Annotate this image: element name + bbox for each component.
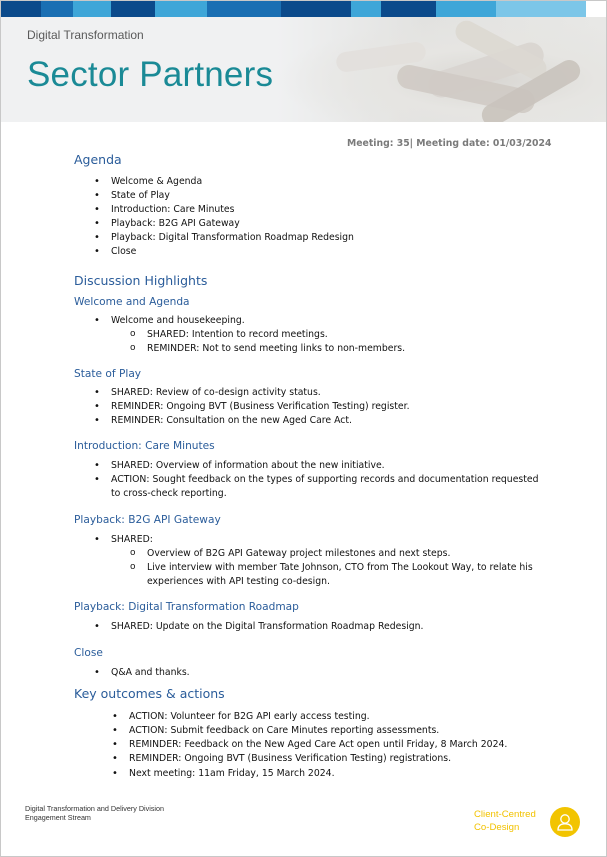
list-item: • ACTION: Sought feedback on the types of supporting records and documentation requested — [111, 473, 539, 487]
list-item: • Q&A and thanks. — [111, 666, 190, 680]
list-item: • REMINDER: Consultation on the new Aged Care Act. — [111, 414, 352, 428]
agenda-item: • Introduction: Care Minutes — [111, 203, 234, 217]
badge-line-2: Co-Design — [474, 822, 520, 833]
discussion-heading: Discussion Highlights — [74, 273, 208, 288]
b2g-heading: Playback: B2G API Gateway — [74, 514, 221, 526]
agenda-item: • Playback: Digital Transformation Roadmap Redesign — [111, 231, 354, 245]
outcomes-heading: Key outcomes & actions — [74, 686, 225, 701]
header-color-stripes — [1, 1, 606, 17]
agenda-heading: Agenda — [74, 152, 122, 167]
list-item-continuation: to cross-check reporting. — [111, 488, 227, 499]
list-item: • Welcome and housekeeping. — [111, 314, 245, 328]
outcome-item: • Next meeting: 11am Friday, 15 March 2024. — [129, 767, 335, 781]
agenda-item: • Close — [111, 245, 136, 259]
page-title: Sector Partners — [27, 55, 274, 94]
agenda-item: • Welcome & Agenda — [111, 175, 202, 189]
badge-line-1: Client-Centred — [474, 809, 536, 820]
outcome-item: • ACTION: Volunteer for B2G API early access testing. — [129, 710, 370, 724]
care-minutes-heading: Introduction: Care Minutes — [74, 440, 215, 452]
outcome-item: • ACTION: Submit feedback on Care Minutes reporting assessments. — [129, 724, 439, 738]
stream-name: Engagement Stream — [25, 813, 91, 822]
list-item: • SHARED: Update on the Digital Transformation Roadmap Redesign. — [111, 620, 424, 634]
client-centred-badge — [474, 808, 536, 834]
list-item: • SHARED: Overview of information about the new initiative. — [111, 459, 385, 473]
list-item: • SHARED: Review of co-design activity status. — [111, 386, 321, 400]
roadmap-heading: Playback: Digital Transformation Roadmap — [74, 601, 299, 613]
division-name: Digital Transformation and Delivery Division — [25, 804, 165, 813]
agenda-item: • State of Play — [111, 189, 170, 203]
outcome-item: • REMINDER: Ongoing BVT (Business Verification Testing) registrations. — [129, 752, 451, 766]
welcome-heading: Welcome and Agenda — [74, 296, 190, 308]
header-banner — [1, 17, 606, 122]
outcome-item: • REMINDER: Feedback on the New Aged Care Act open until Friday, 8 March 2024. — [129, 738, 507, 752]
footer-division — [25, 804, 164, 822]
person-icon — [550, 807, 580, 837]
close-heading: Close — [74, 647, 103, 659]
list-item: • REMINDER: Ongoing BVT (Business Verification Testing) register. — [111, 400, 410, 414]
sub-list-item: o Overview of B2G API Gateway project milestones and next steps. — [147, 547, 450, 561]
header-subtitle: Digital Transformation — [27, 28, 144, 42]
sub-list-item: o REMINDER: Not to send meeting links to non-members. — [147, 342, 405, 356]
agenda-item: • Playback: B2G API Gateway — [111, 217, 240, 231]
meeting-info: Meeting: 35| Meeting date: 01/03/2024 — [347, 138, 552, 149]
sub-list-item: o Live interview with member Tate Johnson, CTO from The Lookout Way, to relate his — [147, 561, 533, 575]
sub-list-item-continuation: experiences with API testing co-design. — [147, 576, 330, 587]
sub-list-item: o SHARED: Intention to record meetings. — [147, 328, 328, 342]
list-item: • SHARED: — [111, 533, 153, 547]
hands-together-image — [276, 17, 606, 122]
state-of-play-heading: State of Play — [74, 368, 142, 380]
